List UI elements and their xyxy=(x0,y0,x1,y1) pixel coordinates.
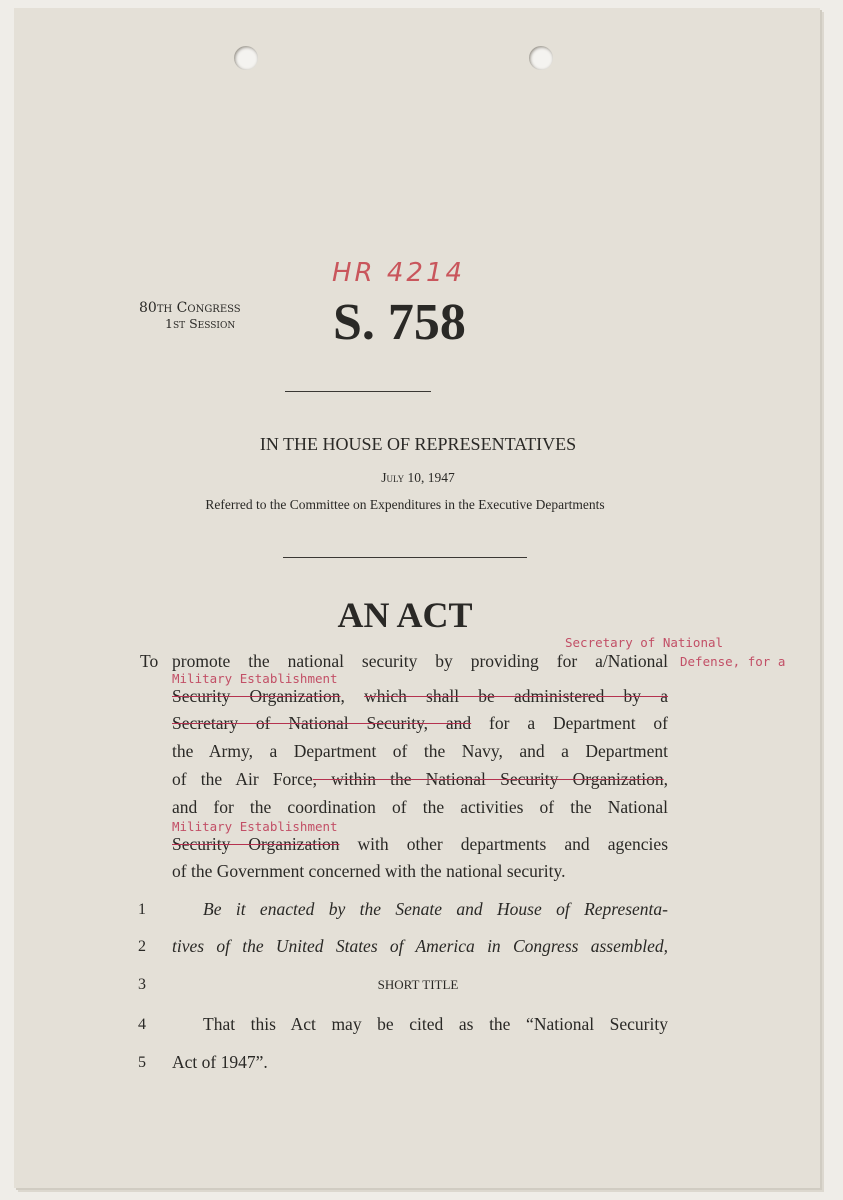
line-number: 5 xyxy=(138,1054,146,1071)
preamble-line: Secretary of National Security, and for a Department of xyxy=(172,713,668,733)
date: July 10, 1947 xyxy=(381,470,455,485)
punch-hole xyxy=(529,46,553,70)
preamble-line: of the Government concerned with the national security. xyxy=(172,861,566,881)
enacting-clause: tives of the United States of America in Congress assembled, xyxy=(172,936,668,956)
line-number: 3 xyxy=(138,976,146,993)
preamble-to: To xyxy=(140,651,159,671)
annotation-insert: Military Establishment xyxy=(172,671,338,686)
preamble-line: and for the coordination of the activities of the National xyxy=(172,797,668,817)
struck-text: Security Organization xyxy=(172,834,340,854)
preamble-line: Security Organization with other departments and agencies xyxy=(172,834,669,854)
session-label: 1st Session xyxy=(165,316,236,331)
bill-number: S. 758 xyxy=(333,294,466,351)
chamber-heading: IN THE HOUSE OF REPRESENTATIVES xyxy=(259,434,577,454)
divider xyxy=(283,557,527,558)
section-text: Act of 1947”. xyxy=(172,1052,268,1072)
divider xyxy=(285,391,431,392)
enacting-clause: Be it enacted by the Senate and House of Representa- xyxy=(203,899,668,919)
preamble-line: of the Air Force, within the National Security Organization, xyxy=(172,769,668,789)
preamble-line: Security Organization, which shall be administered by a xyxy=(172,686,669,706)
section-heading: SHORT TITLE xyxy=(377,977,459,992)
congress-label: 80th Congress xyxy=(139,300,241,316)
handwritten-note: HR 4214 xyxy=(332,258,466,288)
annotation-insert: Secretary of National xyxy=(565,635,724,650)
line-number: 1 xyxy=(138,901,146,918)
act-title: AN ACT xyxy=(337,595,473,635)
annotation-insert: Defense, for a xyxy=(680,654,786,669)
preamble-line: promote the national security by providing for a/National xyxy=(172,651,668,671)
struck-text: Security Organization xyxy=(172,686,341,706)
struck-text: which shall be administered by a xyxy=(364,686,669,706)
referral-text: Referred to the Committee on Expenditures in the Executive Departments xyxy=(205,497,605,512)
preamble-line: the Army, a Department of the Navy, and a Department xyxy=(172,741,668,761)
annotation-insert: Military Establishment xyxy=(172,819,338,834)
line-number: 4 xyxy=(138,1016,146,1033)
punch-hole xyxy=(234,46,258,70)
line-number: 2 xyxy=(138,938,146,955)
struck-text: Secretary of National Security, and xyxy=(172,713,472,733)
struck-text: , within the National Security Organization xyxy=(312,769,664,789)
section-text: That this Act may be cited as the “National Security xyxy=(203,1014,668,1034)
